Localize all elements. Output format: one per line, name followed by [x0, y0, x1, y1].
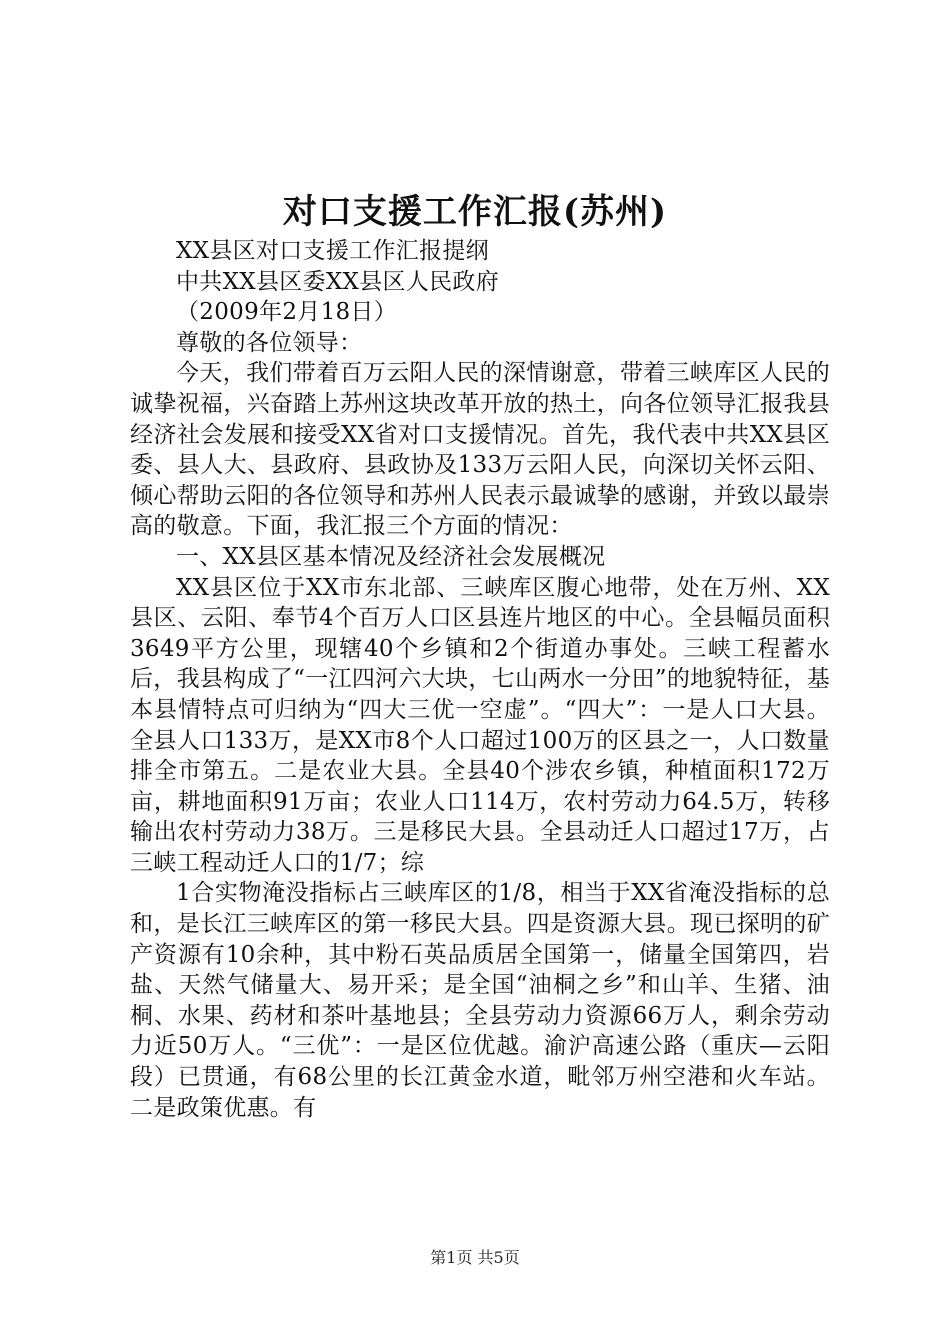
paragraph-intro: 今天，我们带着百万云阳人民的深情谢意，带着三峡库区人民的诚挚祝福，兴奋踏上苏州这块改革开放的热土，向各位领导汇报我县经济社会发展和接受XX省对口支援情况。首先，我代表中共XX县区委、县人大、县政府、县政协及133万云阳人民，向深切关怀云阳、倾心帮助云阳的各位领导和苏州人民表示最诚挚的感谢，并致以最崇高的敬意。下面，我汇报三个方面的情况： [130, 360, 830, 540]
document-title: 对口支援工作汇报(苏州) [282, 192, 668, 232]
paragraph-subtitle: XX县区对口支援工作汇报提纲 [176, 238, 489, 264]
document-body [130, 236, 830, 1123]
paragraph-salutation: 尊敬的各位领导： [176, 329, 363, 356]
paragraph-overview: XX县区位于XX市东北部、三峡库区腹心地带，处在万州、XX县区、云阳、奉节4个百万人口区县连片地区的中心。全县幅员面积3649平方公里，现辖40个乡镇和2个街道办事处。三峡工程蓄水后，我县构成了“一江四河六大块，七山两水一分田”的地貌特征，基本县情特点可归纳为“四大三优一空虚”。“四大”：一是人口大县。全县人口133万，是XX市8个人口超过100万的区县之一，人口数量排全市第五。二是农业大县。全县40个涉农乡镇，种植面积172万亩，耕地面积91万亩；农业人口114万，农村劳动力64.5万，转移输出农村劳动力38万。三是移民大县。全县动迁人口超过17万，占三峡工程动迁人口的1/7；综 [130, 574, 830, 876]
paragraph-date: （2009年2月18日） [176, 299, 398, 326]
paragraph-continued: 1合实物淹没指标占三峡库区的1/8，相当于XX省淹没指标的总和，是长江三峡库区的第一移民大县。四是资源大县。现已探明的矿产资源有10余种，其中粉石英品质居全国第一，储量全国第四，岩盐、天然气储量大、易开采；是全国“油桐之乡”和山羊、生猪、油桐、水果、药材和茶叶基地县；全县劳动力资源66万人，剩余劳动力近50万人。“三优”：一是区位优越。渝沪高速公路（重庆—云阳段）已贯通，有68公里的长江黄金水道，毗邻万州空港和火车站。二是政策优惠。有 [130, 880, 830, 1121]
page-indicator: 第1页 共5页 [430, 1248, 520, 1267]
section-heading-1: 一、XX县区基本情况及经济社会发展概况 [176, 543, 606, 570]
paragraph-issuer: 中共XX县区委XX县区人民政府 [176, 268, 499, 295]
